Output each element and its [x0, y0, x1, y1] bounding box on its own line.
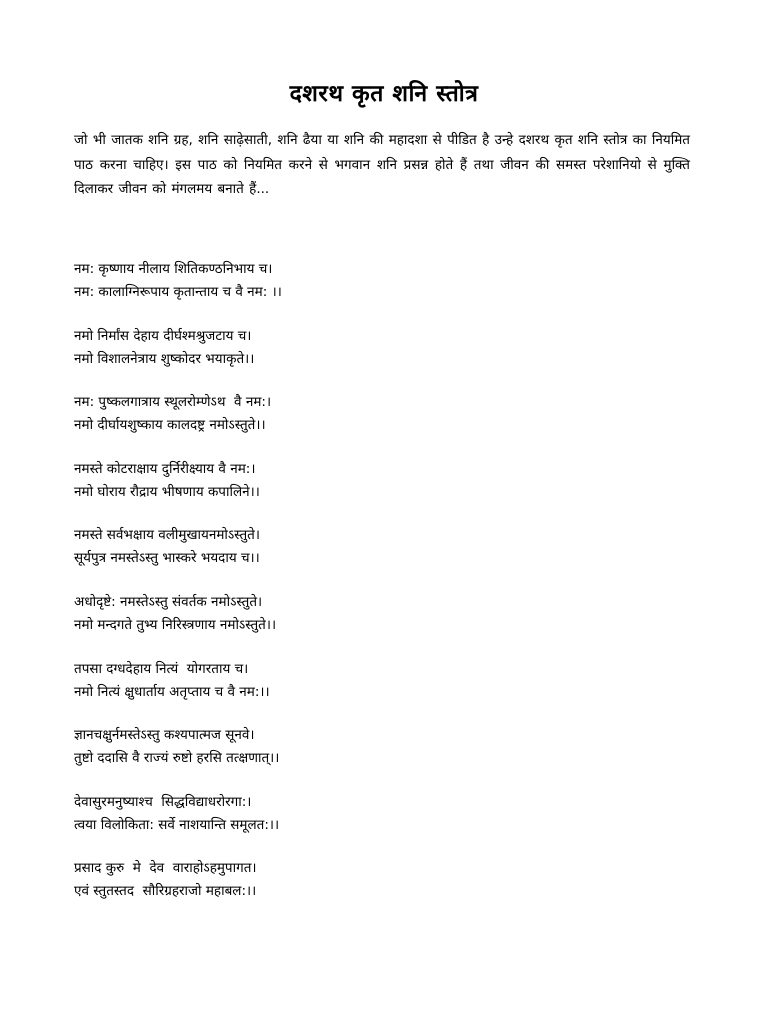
- verse-6: [74, 591, 694, 658]
- verse-line: सूर्यपुत्र नमस्तेऽस्तु भास्करे भयदाय च।।: [74, 550, 260, 567]
- verse-line: त्वया विलोकिता: सर्वे नाशयान्ति समूलत:।।: [74, 816, 280, 833]
- verse-line: नमो मन्दगते तुभ्य निरिस्त्रणाय नमोऽस्तुते।।: [74, 616, 277, 633]
- verse-line: ज्ञानचक्षुर्नमस्तेऽस्तु कश्यपात्मज सूनवे।: [74, 727, 255, 744]
- verse-9: [74, 791, 694, 858]
- verse-5: [74, 524, 694, 591]
- verse-4: [74, 458, 694, 525]
- verse-line: देवासुरमनुष्याश्च सिद्धविद्याधरोरगा:।: [74, 793, 252, 810]
- verse-line: नम: पुष्कलगात्राय स्थूलरोम्णेऽथ वै नम:।: [74, 394, 272, 411]
- verse-8: [74, 724, 694, 791]
- verse-line: नम: कृष्णाय नीलाय शितिकण्ठनिभाय च।: [74, 261, 273, 277]
- verse-line: एवं स्तुतस्तद सौरिग्रहराजो महाबल:।।: [74, 883, 257, 900]
- verse-10: [74, 857, 694, 924]
- verse-7: [74, 658, 694, 725]
- verse-line: नमो नित्यं क्षुधार्ताय अतृप्ताय च वै नम:।।: [74, 683, 270, 700]
- verse-line: नमस्ते कोटराक्षाय दुर्निरीक्ष्याय वै नम:।: [74, 460, 256, 477]
- verse-line: नमो विशालनेत्राय शुष्कोदर भयाकृते।।: [74, 350, 255, 367]
- intro-paragraph: जो भी जातक शनि ग्रह, शनि साढ़ेसाती, शनि ढैया या शनि की महादशा से पीडित है उन्हे दशरथ कृत शनि स्तोत्र का नियमित पाठ करना चाहिए। इस पाठ को नियमित करने से भगवान शनि प्रसन्न होते हैं तथा जीवन की समस्त परेशानियो से मुक्ति दिलाकर जीवन को मंगलमय बनाते हैं...: [74, 132, 690, 197]
- verse-3: [74, 391, 694, 458]
- page-title: दशरथ कृत शनि स्तोत्र: [289, 81, 479, 107]
- verse-line: तपसा दग्धदेहाय नित्यं योगरताय च।: [74, 660, 249, 677]
- verse-1: [74, 258, 694, 325]
- verse-2: [74, 325, 694, 392]
- verse-line: नमो निर्मांस देहाय दीर्घश्मश्रुजटाय च।: [74, 327, 252, 344]
- verse-line: अधोदृष्टे: नमस्तेऽस्तु संवर्तक नमोऽस्तुते।: [74, 593, 263, 610]
- verse-list: [74, 258, 694, 924]
- verse-line: नमो घोराय रौद्राय भीषणाय कपालिने।।: [74, 483, 260, 500]
- verse-line: प्रसाद कुरु मे देव वाराहोऽहमुपागत।: [74, 860, 257, 877]
- verse-line: नमस्ते सर्वभक्षाय वलीमुखायनमोऽस्तुते।: [74, 527, 260, 544]
- verse-line: तुष्टो ददासि वै राज्यं रुष्टो हरसि तत्क्षणात्।।: [74, 750, 280, 767]
- verse-line: नम: कालाग्निरूपाय कृतान्ताय च वै नम: ।।: [74, 284, 282, 300]
- verse-line: नमो दीर्घायशुष्काय कालदष्ट्र नमोऽस्तुते।।: [74, 417, 266, 434]
